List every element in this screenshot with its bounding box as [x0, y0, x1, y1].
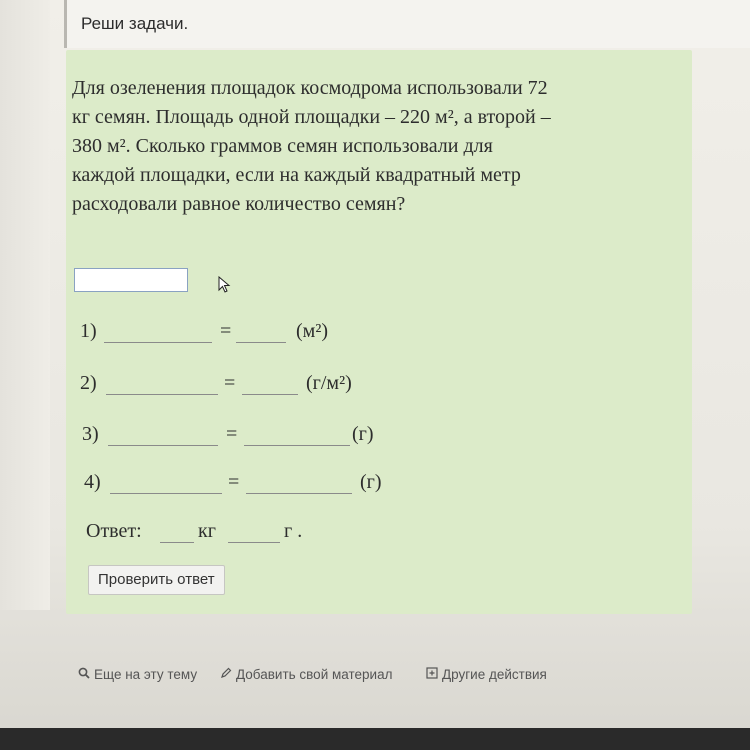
- add-material-label: Добавить свой материал: [236, 667, 393, 682]
- other-actions-label: Другие действия: [442, 667, 547, 682]
- problem-line: каждой площадки, если на каждый квадратный метр: [72, 164, 521, 186]
- step-4-result-field[interactable]: [246, 473, 352, 494]
- step-number: 2): [80, 372, 97, 394]
- task-title: Реши задачи.: [81, 14, 189, 33]
- step-unit: (г): [360, 471, 382, 493]
- more-on-topic-label: Еще на эту тему: [94, 667, 198, 682]
- step-2-result-field[interactable]: [242, 374, 298, 395]
- step-unit: (г/м²): [306, 372, 352, 394]
- step-3-result-field[interactable]: [244, 425, 350, 446]
- search-icon: [78, 667, 91, 682]
- problem-line: Для озеленения площадок космодрома использовали 72: [72, 77, 548, 99]
- step-number: 4): [84, 471, 101, 493]
- problem-line: расходовали равное количество семян?: [72, 193, 406, 215]
- step-4-expression-field[interactable]: [110, 473, 222, 494]
- step-row-2: [80, 372, 480, 398]
- task-header: [64, 0, 750, 48]
- step-row-1: [80, 320, 480, 346]
- task-card: [66, 50, 692, 614]
- plus-box-icon: [426, 667, 439, 682]
- step-unit: (г): [352, 423, 374, 445]
- step-row-3: [80, 423, 480, 449]
- step-1-result-field[interactable]: [236, 322, 286, 343]
- left-margin: [0, 0, 50, 610]
- check-answer-button[interactable]: Проверить ответ: [88, 565, 225, 595]
- other-actions-link[interactable]: [426, 667, 547, 682]
- mouse-cursor-icon: [218, 276, 232, 294]
- answer-row: [80, 520, 480, 546]
- more-on-topic-link[interactable]: [78, 667, 197, 682]
- step-number: 3): [82, 423, 99, 445]
- answer-kg-field[interactable]: [160, 522, 194, 543]
- answer-label: Ответ:: [86, 520, 142, 542]
- step-3-expression-field[interactable]: [108, 425, 218, 446]
- answer-input[interactable]: [74, 268, 188, 292]
- equals-sign: =: [226, 423, 238, 445]
- step-row-4: [80, 471, 480, 497]
- add-material-link[interactable]: [220, 667, 392, 682]
- step-2-expression-field[interactable]: [106, 374, 218, 395]
- equals-sign: =: [228, 471, 240, 493]
- problem-line: 380 м². Сколько граммов семян использовали для: [72, 135, 493, 157]
- answer-unit-g: г .: [284, 520, 303, 542]
- problem-line: кг семян. Площадь одной площадки – 220 м², а второй –: [72, 106, 551, 128]
- answer-g-field[interactable]: [228, 522, 280, 543]
- pencil-icon: [220, 667, 233, 682]
- screen-bottom-edge: [0, 728, 750, 750]
- equals-sign: =: [220, 320, 232, 342]
- equals-sign: =: [224, 372, 236, 394]
- step-number: 1): [80, 320, 97, 342]
- step-unit: (м²): [296, 320, 328, 342]
- problem-text: [72, 74, 684, 219]
- answer-unit-kg: кг: [198, 520, 216, 542]
- step-1-expression-field[interactable]: [104, 322, 212, 343]
